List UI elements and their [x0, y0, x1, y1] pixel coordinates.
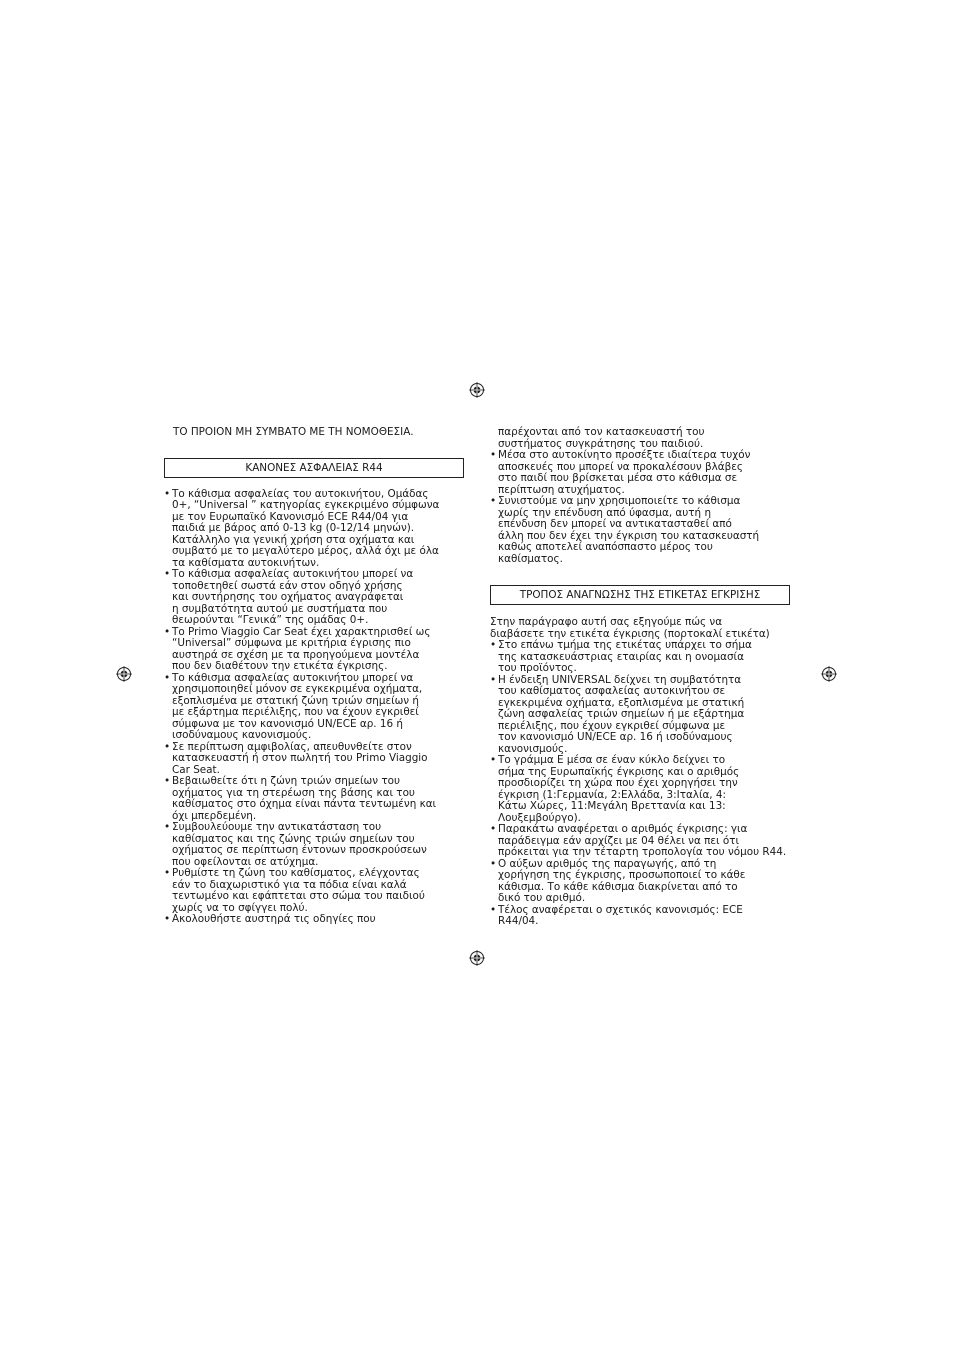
- text-line: χορήγηση της έγκρισης, προσωποποιεί το κάθε: [498, 869, 746, 881]
- text-line: οχήματος σε περίπτωση έντονων προσκρούσεων: [172, 844, 427, 856]
- text-line: • Η ένδειξη UNIVERSAL δείχνει τη συμβατότητα: [498, 673, 742, 686]
- text-line: η συμβατότητα αυτού με συστήματα που: [172, 602, 388, 615]
- text-line: • Το κάθισμα ασφαλείας του αυτοκινήτου, Ομάδας: [172, 487, 429, 500]
- list-item: [164, 868, 464, 914]
- list-item: [490, 905, 790, 928]
- text-line: καθίσματος στο όχημα είναι πάντα τεντωμένη και: [172, 798, 437, 810]
- left-column: [164, 427, 464, 926]
- list-item: [490, 496, 790, 565]
- text-line: παρέχονται από τον κατασκευαστή του: [498, 426, 705, 438]
- text-line: καθίσματος και της ζώνης τριών σημείων του: [172, 832, 415, 845]
- registration-mark-icon: [469, 950, 485, 966]
- list-item: [164, 627, 464, 673]
- text-line: σήμα της Ευρωπαϊκής έγκρισης και ο αριθμός: [498, 765, 740, 778]
- list-item: [490, 640, 790, 675]
- safety-rules-heading: ΚΑΝΟΝΕΣ ΑΣΦΑΛΕΙΑΣ R44: [164, 458, 464, 478]
- text-line: επένδυση δεν μπορεί να αντικατασταθεί από: [498, 518, 732, 530]
- list-item: [490, 824, 790, 859]
- text-line: δικό του αριθμό.: [498, 892, 586, 904]
- registration-mark-icon: [116, 666, 132, 682]
- text-line: διαβάσετε την ετικέτα έγκρισης (πορτοκαλί ετικέτα): [490, 627, 770, 640]
- text-line: χρησιμοποιηθεί μόνον σε εγκεκριμένα οχήματα,: [172, 683, 423, 695]
- text-line: και συντήρησης του οχήματος αναγράφεται: [172, 591, 404, 603]
- text-line: με εξάρτημα περιέλιξης, που να έχουν εγκριθεί: [172, 706, 419, 718]
- text-line: που οφείλονται σε ατύχημα.: [172, 855, 319, 868]
- text-line: αυστηρά σε σχέση με τα προηγούμενα μοντέλα: [172, 648, 420, 661]
- text-line: • Ο αύξων αριθμός της παραγωγής, από τη: [498, 857, 717, 870]
- text-line: Κάτω Χώρες, 11:Μεγάλη Βρεττανία και 13:: [498, 800, 726, 812]
- list-item: [164, 822, 464, 868]
- text-line: • Τέλος αναφέρεται ο σχετικός κανονισμός: ECE: [498, 903, 743, 916]
- list-item: [164, 914, 464, 926]
- text-line: του καθίσματος ασφαλείας αυτοκινήτου σε: [498, 685, 726, 697]
- text-line: οχήματος για τη στερέωση της βάσης και του: [172, 786, 415, 799]
- safety-rules-list: [164, 489, 464, 926]
- text-line: έγκριση (1:Γερμανία, 2:Ελλάδα, 3:Ιταλία, 4:: [498, 788, 727, 801]
- text-line: χωρίς να το σφίγγει πολύ.: [172, 901, 308, 914]
- text-line: τα καθίσματα αυτοκινήτων.: [172, 556, 320, 569]
- text-line: • Το κάθισμα ασφαλείας αυτοκινήτου μπορεί να: [172, 671, 414, 684]
- text-line: θεωρούνται “Γενικά” της ομάδας 0+.: [172, 614, 369, 626]
- text-line: παιδιά με βάρος από 0-13 kg (0-12/14 μηνών).: [172, 522, 415, 534]
- text-line: αποσκευές που μπορεί να προκαλέσουν βλάβες: [498, 460, 743, 473]
- text-line: της κατασκευάστριας εταιρίας και η ονομασία: [498, 650, 744, 663]
- label-reading-list: [490, 640, 790, 928]
- text-line: χωρίς την επένδυση από ύφασμα, αυτή η: [498, 506, 712, 519]
- text-line: • Βεβαιωθείτε ότι η ζώνη τριών σημείων του: [172, 775, 400, 787]
- text-line: τεντωμένο και εφάπτεται στο σώμα του παιδιού: [172, 890, 425, 902]
- label-reading-heading: ΤΡΟΠΟΣ ΑΝΑΓΝΩΣΗΣ ΤΗΣ ΕΤΙΚΕΤΑΣ ΕΓΚΡΙΣΗΣ: [490, 585, 790, 605]
- text-line: τοποθετηθεί σωστά εάν στον οδηγό χρήσης: [172, 579, 403, 592]
- text-line: • Στο επάνω τμήμα της ετικέτας υπάρχει το σήμα: [498, 639, 752, 651]
- text-line: τον κανονισμό UN/ECE αρ. 16 ή ισοδύναμους: [498, 731, 733, 743]
- text-line: σύμφωνα με τον κανονισμό UN/ECE αρ. 16 ή: [172, 717, 404, 730]
- text-line: “Universal” σύμφωνα με κριτήρια έγρισης πιο: [172, 637, 411, 649]
- list-item: [490, 859, 790, 905]
- label-reading-intro: [490, 617, 790, 640]
- text-line: • Το κάθισμα ασφαλείας αυτοκινήτου μπορεί να: [172, 568, 414, 580]
- text-line: καθώς αποτελεί αναπόσπαστο μέρος του: [498, 541, 713, 553]
- text-line: πρόκειται για την τέταρτη τροπολογία του νόμου R44.: [498, 846, 787, 858]
- text-line: R44/04.: [498, 915, 539, 927]
- list-item: [490, 755, 790, 824]
- text-line: Στην παράγραφο αυτή σας εξηγούμε πώς να: [490, 616, 723, 628]
- text-line: • Ρυθμίστε τη ζώνη του καθίσματος, ελέγχοντας: [172, 867, 420, 879]
- text-line: 0+, “Universal ” κατηγορίας εγκεκριμένο σύμφωνα: [172, 499, 440, 511]
- text-line: Λουξεμβούργο).: [498, 811, 581, 824]
- text-line: που δεν διαθέτουν την ετικέτα έγκρισης.: [172, 660, 388, 672]
- text-line: συμβατό με το μεγαλύτερο μέρος, αλλά όχι με όλα: [172, 545, 439, 557]
- text-line: καθίσματος.: [498, 552, 563, 565]
- list-item: [164, 742, 464, 777]
- continued-text: [490, 427, 790, 450]
- registration-mark-icon: [821, 666, 837, 682]
- text-line: με τον Ευρωπαϊκό Κανονισμό ECE R44/04 για: [172, 510, 409, 523]
- text-line: όχι μπερδεμένη.: [172, 809, 257, 822]
- list-item: [490, 427, 790, 450]
- registration-mark-icon: [469, 382, 485, 398]
- text-line: • Σε περίπτωση αμφιβολίας, απευθυνθείτε στον: [172, 740, 412, 753]
- text-line: εάν το διαχωριστικό για τα πόδια είναι καλά: [172, 878, 407, 891]
- list-item: [164, 776, 464, 822]
- list-item: [490, 675, 790, 756]
- text-line: περιέλιξης, που έχουν εγκριθεί σύμφωνα με: [498, 719, 726, 732]
- text-line: • Παρακάτω αναφέρεται ο αριθμός έγκρισης: για: [498, 823, 748, 835]
- text-line: κανονισμούς.: [498, 742, 568, 755]
- text-line: • Το γράμμα Ε μέσα σε έναν κύκλο δείχνει το: [498, 754, 726, 766]
- safety-rules-list-continued: [490, 450, 790, 565]
- text-line: του προϊόντος.: [498, 662, 577, 674]
- text-line: κάθισμα. Το κάθε κάθισμα διακρίνεται από το: [498, 880, 738, 893]
- text-line: ισοδύναμους κανονισμούς.: [172, 729, 312, 741]
- list-item: [164, 489, 464, 570]
- text-line: • Συνιστούμε να μην χρησιμοποιείτε το κάθισμα: [498, 495, 741, 507]
- text-line: εξοπλισμένα με στατική ζώνη τριών σημείων ή: [172, 694, 419, 707]
- text-line: • Το Primo Viaggio Car Seat έχει χαρακτηρισθεί ως: [172, 625, 431, 638]
- text-line: παράδειγμα εάν αρχίζει με 04 θέλει να πει ότι: [498, 834, 739, 847]
- right-column: [490, 427, 790, 928]
- text-line: • Συμβουλεύουμε την αντικατάσταση του: [172, 821, 382, 833]
- text-line: Κατάλληλο για γενική χρήση στα οχήματα και: [172, 533, 415, 546]
- text-line: περίπτωση ατυχήματος.: [498, 483, 625, 496]
- text-line: συστήματος συγκράτησης του παιδιού.: [498, 437, 704, 450]
- list-item: [164, 569, 464, 627]
- text-line: στο παιδί που βρίσκεται μέσα στο κάθισμα σε: [498, 472, 738, 484]
- text-line: • Μέσα στο αυτοκίνητο προσέξτε ιδιαίτερα τυχόν: [498, 449, 751, 461]
- text-line: Car Seat.: [172, 763, 220, 776]
- text-line: κατασκευαστή ή στον πωλητή του Primo Viaggio: [172, 752, 428, 764]
- list-item: [490, 450, 790, 496]
- text-line: προσδιορίζει τη χώρα που έχει χορηγήσει την: [498, 777, 738, 789]
- text-line: ζώνη ασφαλείας τριών σημείων ή με εξάρτημα: [498, 708, 745, 720]
- text-line: εγκεκριμένα οχήματα, εξοπλισμένα με στατική: [498, 696, 745, 709]
- non-compliance-notice: ΤΟ ΠΡΟΙΟΝ ΜΗ ΣΥΜΒΑΤΟ ΜΕ ΤΗ ΝΟΜΟΘΕΣΙΑ.: [173, 426, 414, 438]
- text-line: • Ακολουθήστε αυστηρά τις οδηγίες που: [172, 913, 376, 925]
- list-item: [164, 673, 464, 742]
- text-line: άλλη που δεν έχει την έγκριση του κατασκευαστή: [498, 529, 760, 542]
